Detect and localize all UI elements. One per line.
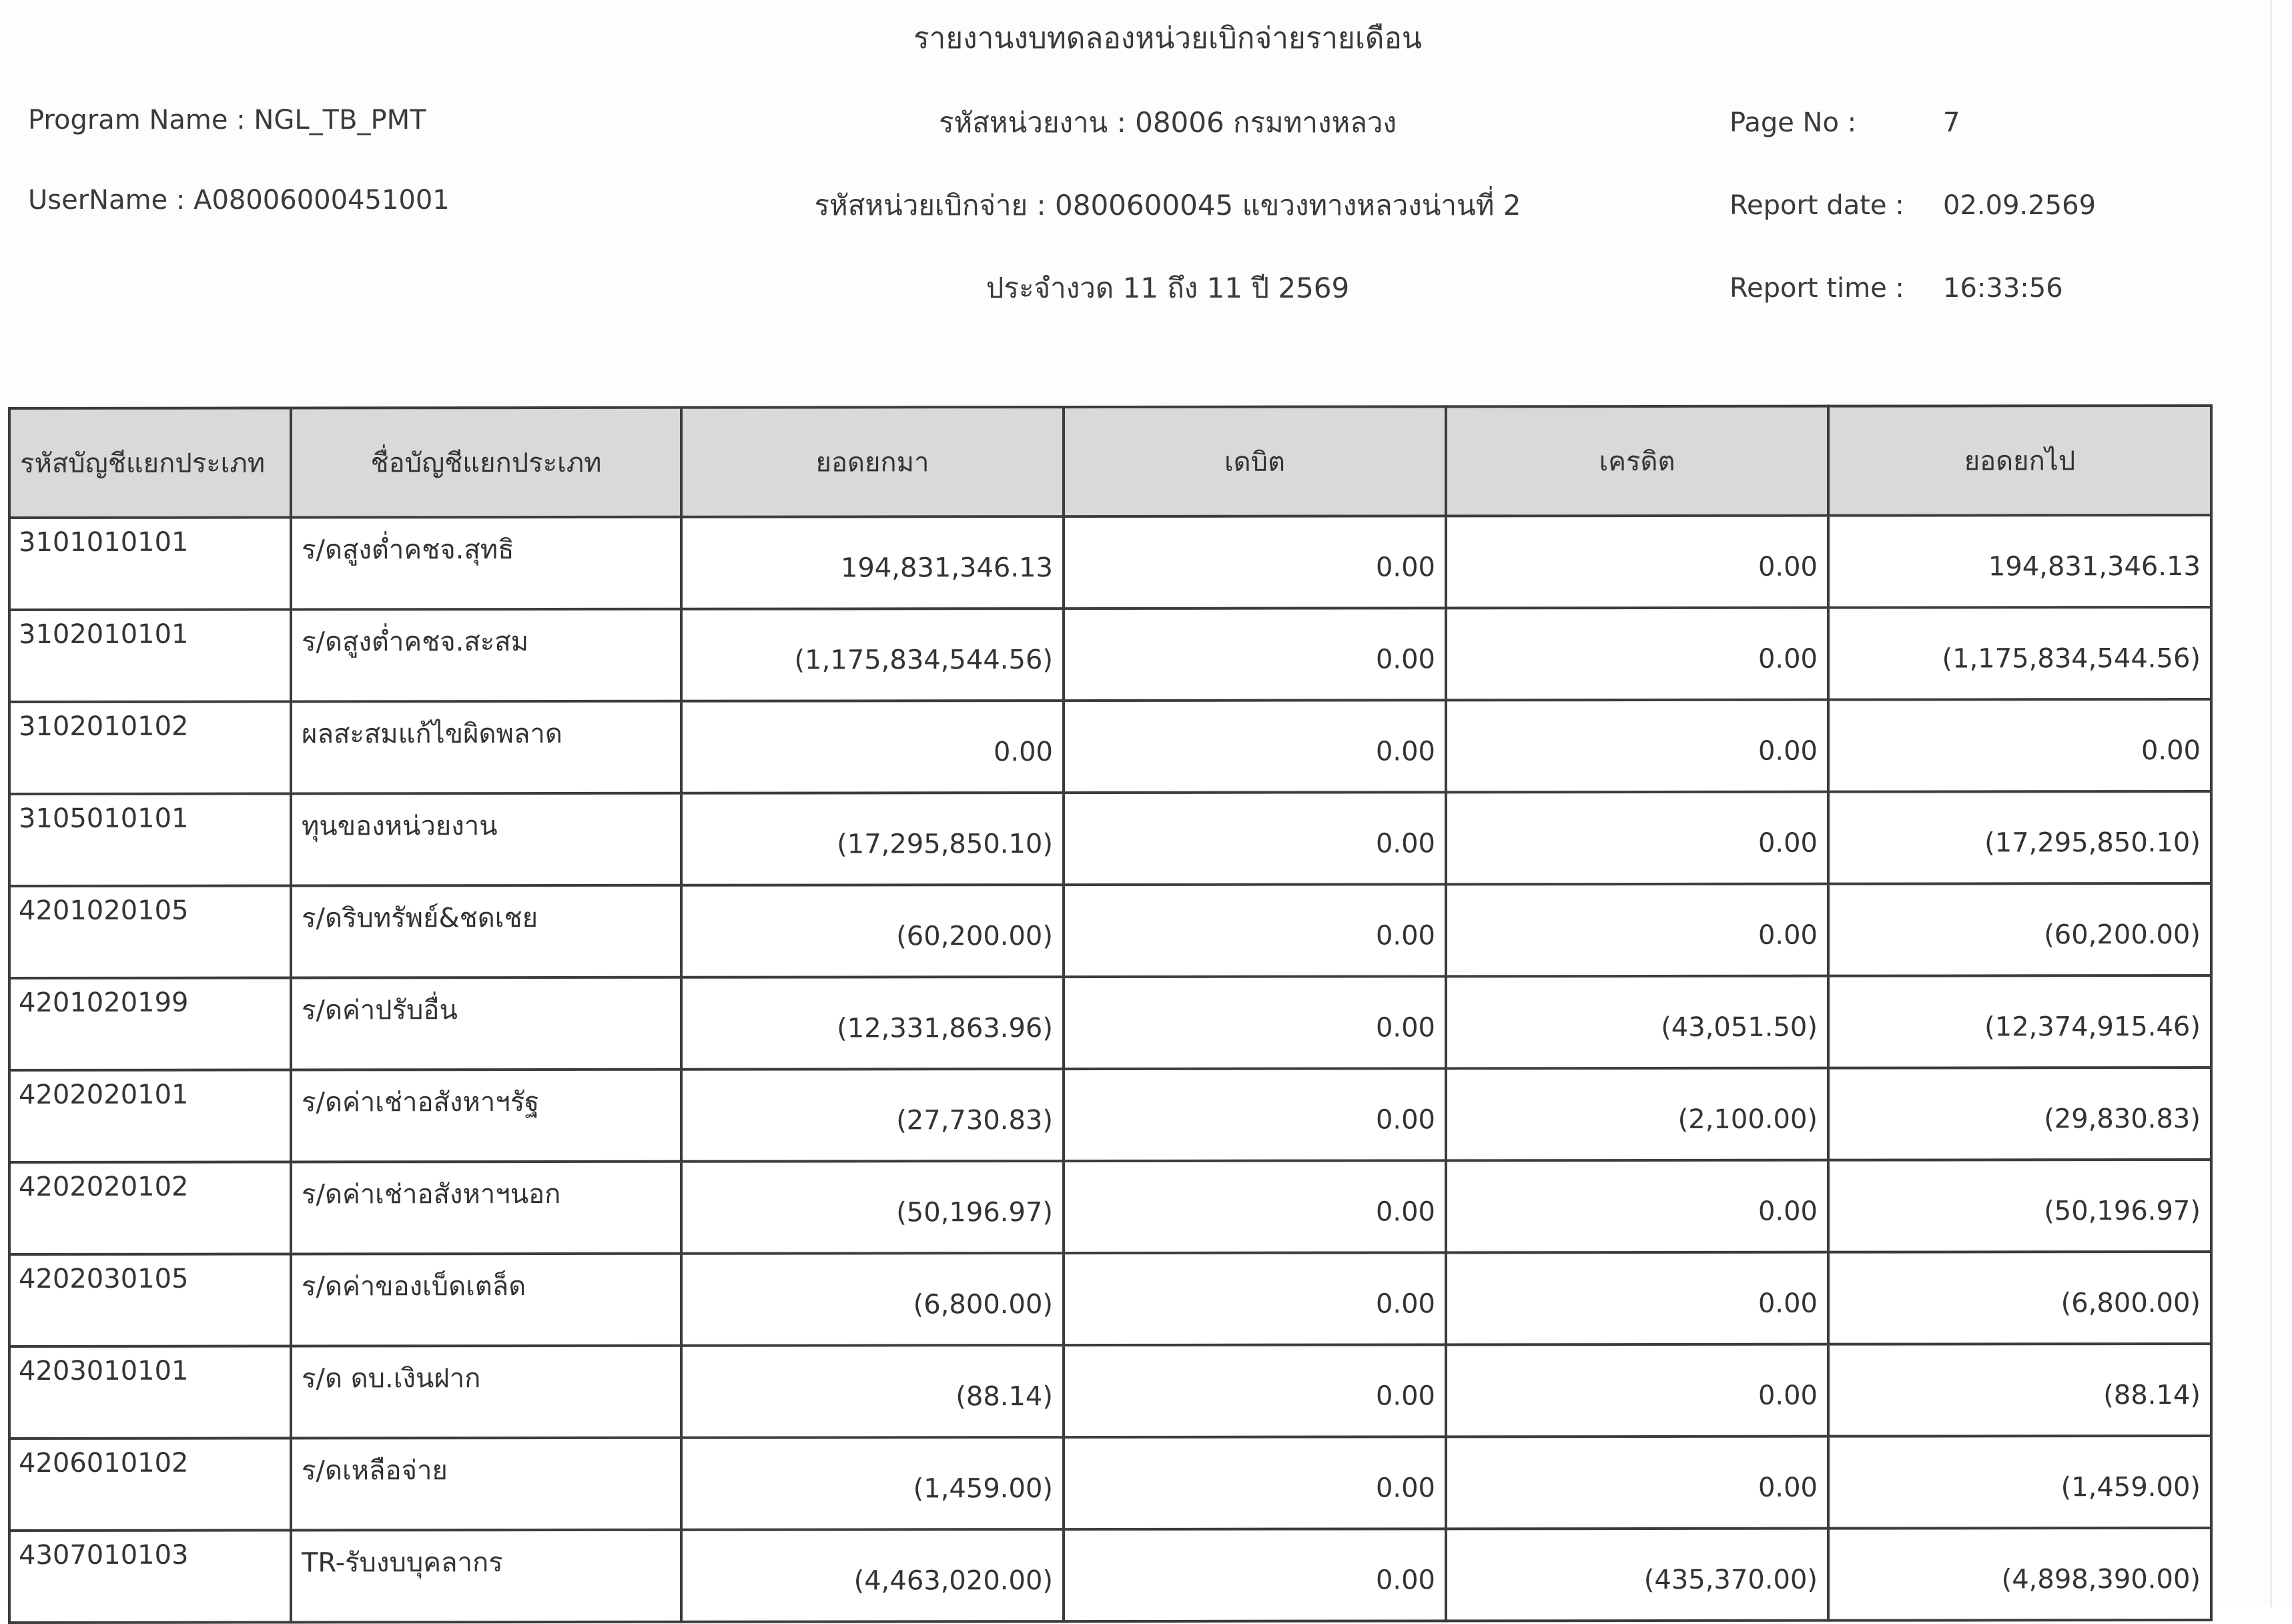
report-period: ประจำงวด 11 ถึง 11 ปี 2569 <box>986 272 1350 304</box>
account-name-cell: ร/ดค่าของเบ็ดเตล็ด <box>291 1254 681 1346</box>
account-code-cell: 3102010101 <box>9 609 291 702</box>
column-header-carried-forward: ยอดยกไป <box>1828 406 2211 516</box>
table-row <box>9 1344 2211 1439</box>
ledger-table-wrapper <box>8 407 2213 1624</box>
credit-cell: 0.00 <box>1446 1437 1828 1529</box>
unit-code: รหัสหน่วยงาน : 08006 กรมทางหลวง <box>938 106 1397 139</box>
report-title: รายงานงบทดลองหน่วยเบิกจ่ายรายเดือน <box>913 21 1422 55</box>
account-code-cell: 4202020102 <box>9 1162 291 1254</box>
brought-forward-cell: (1,175,834,544.56) <box>681 608 1064 701</box>
debit-cell: 0.00 <box>1064 1437 1446 1529</box>
carried-forward-cell: (1,175,834,544.56) <box>1828 607 2211 700</box>
account-name-cell: ร/ด ดบ.เงินฝาก <box>291 1346 681 1439</box>
account-code-cell: 4202020101 <box>9 1070 291 1162</box>
scan-edge-line <box>2270 0 2272 1607</box>
account-code-cell: 3102010102 <box>9 701 291 794</box>
carried-forward-cell: 0.00 <box>1828 699 2211 792</box>
credit-cell: 0.00 <box>1446 516 1828 608</box>
column-header-account-code: รหัสบัญชีแยกประเภท <box>9 408 291 518</box>
account-name-cell: ร/ดสูงต่ำคชจ.สุทธิ <box>291 517 681 610</box>
table-row <box>9 699 2211 794</box>
debit-cell: 0.00 <box>1064 792 1446 885</box>
account-name-cell: ร/ดค่าเช่าอสังหาฯนอก <box>291 1162 681 1254</box>
report-time-label: Report time : <box>1730 273 1904 304</box>
debit-cell: 0.00 <box>1064 1252 1446 1345</box>
carried-forward-cell: (60,200.00) <box>1828 883 2211 976</box>
debit-cell: 0.00 <box>1064 884 1446 977</box>
brought-forward-cell: (27,730.83) <box>681 1069 1064 1162</box>
debit-cell: 0.00 <box>1064 1344 1446 1437</box>
brought-forward-cell: (88.14) <box>681 1345 1064 1438</box>
table-row <box>9 1160 2211 1254</box>
report-time-value: 16:33:56 <box>1943 273 2063 304</box>
debit-cell: 0.00 <box>1064 976 1446 1069</box>
credit-cell: 0.00 <box>1446 700 1828 793</box>
table-row <box>9 883 2211 978</box>
account-name-cell: ผลสะสมแก้ไขผิดพลาด <box>291 701 681 794</box>
report-date-label: Report date : <box>1730 190 1904 221</box>
brought-forward-cell: (60,200.00) <box>681 885 1064 977</box>
brought-forward-cell: (12,331,863.96) <box>681 977 1064 1070</box>
credit-cell: 0.00 <box>1446 884 1828 977</box>
table-row <box>9 791 2211 886</box>
account-name-cell: ร/ดค่าปรับอื่น <box>291 977 681 1070</box>
debit-cell: 0.00 <box>1064 516 1446 608</box>
brought-forward-cell: (17,295,850.10) <box>681 793 1064 885</box>
credit-cell: 0.00 <box>1446 1160 1828 1253</box>
credit-cell: 0.00 <box>1446 1252 1828 1345</box>
column-header-brought-forward: ยอดยกมา <box>681 407 1064 517</box>
account-code-cell: 4201020199 <box>9 977 291 1070</box>
carried-forward-cell: (6,800.00) <box>1828 1252 2211 1344</box>
account-name-cell: ร/ดค่าเช่าอสังหาฯรัฐ <box>291 1070 681 1162</box>
brought-forward-cell: (6,800.00) <box>681 1253 1064 1346</box>
table-row <box>9 1436 2211 1531</box>
brought-forward-cell: 194,831,346.13 <box>681 516 1064 609</box>
account-code-cell: 4203010101 <box>9 1346 291 1439</box>
carried-forward-cell: (4,898,390.00) <box>1828 1528 2211 1621</box>
credit-cell: (435,370.00) <box>1446 1529 1828 1621</box>
table-row <box>9 607 2211 702</box>
carried-forward-cell: 194,831,346.13 <box>1828 515 2211 608</box>
credit-cell: 0.00 <box>1446 792 1828 885</box>
table-row <box>9 975 2211 1070</box>
account-code-cell: 4307010103 <box>9 1530 291 1623</box>
table-body <box>9 515 2211 1623</box>
page-no-value: 7 <box>1943 107 1960 138</box>
trial-balance-table <box>8 404 2213 1624</box>
report-date-value: 02.09.2569 <box>1943 190 2096 221</box>
table-row <box>9 1068 2211 1162</box>
account-code-cell: 4206010102 <box>9 1438 291 1531</box>
debit-cell: 0.00 <box>1064 1529 1446 1621</box>
carried-forward-cell: (29,830.83) <box>1828 1068 2211 1160</box>
account-code-cell: 4201020105 <box>9 885 291 978</box>
carried-forward-cell: (12,374,915.46) <box>1828 975 2211 1068</box>
account-code-cell: 3105010101 <box>9 793 291 886</box>
table-header-row <box>9 406 2211 518</box>
credit-cell: (43,051.50) <box>1446 976 1828 1069</box>
page-no-label: Page No : <box>1730 107 1857 138</box>
brought-forward-cell: (1,459.00) <box>681 1437 1064 1530</box>
carried-forward-cell: (17,295,850.10) <box>1828 791 2211 884</box>
column-header-account-name: ชื่อบัญชีแยกประเภท <box>291 408 681 518</box>
account-code-cell: 4202030105 <box>9 1254 291 1346</box>
account-name-cell: ร/ดริบทรัพย์&ชดเชย <box>291 885 681 978</box>
brought-forward-cell: 0.00 <box>681 701 1064 793</box>
table-row <box>9 1252 2211 1346</box>
disbursement-unit: รหัสหน่วยเบิกจ่าย : 0800600045 แขวงทางหลวงน่านที่ 2 <box>814 189 1521 222</box>
table-row <box>9 1528 2211 1623</box>
brought-forward-cell: (4,463,020.00) <box>681 1529 1064 1622</box>
column-header-debit: เดบิต <box>1064 406 1446 516</box>
column-header-credit: เครดิต <box>1446 406 1828 516</box>
debit-cell: 0.00 <box>1064 1160 1446 1253</box>
program-name: Program Name : NGL_TB_PMT <box>28 105 426 135</box>
account-name-cell: ร/ดเหลือจ่าย <box>291 1438 681 1531</box>
debit-cell: 0.00 <box>1064 608 1446 701</box>
account-code-cell: 3101010101 <box>9 517 291 610</box>
credit-cell: (2,100.00) <box>1446 1068 1828 1161</box>
table-row <box>9 515 2211 610</box>
debit-cell: 0.00 <box>1064 700 1446 793</box>
credit-cell: 0.00 <box>1446 608 1828 701</box>
brought-forward-cell: (50,196.97) <box>681 1161 1064 1254</box>
account-name-cell: ทุนของหน่วยงาน <box>291 793 681 886</box>
user-name: UserName : A08006000451001 <box>28 185 450 216</box>
credit-cell: 0.00 <box>1446 1344 1828 1437</box>
account-name-cell: TR-รับงบบุคลากร <box>291 1530 681 1623</box>
carried-forward-cell: (1,459.00) <box>1828 1436 2211 1529</box>
account-name-cell: ร/ดสูงต่ำคชจ.สะสม <box>291 609 681 702</box>
carried-forward-cell: (88.14) <box>1828 1344 2211 1437</box>
carried-forward-cell: (50,196.97) <box>1828 1160 2211 1252</box>
debit-cell: 0.00 <box>1064 1068 1446 1161</box>
